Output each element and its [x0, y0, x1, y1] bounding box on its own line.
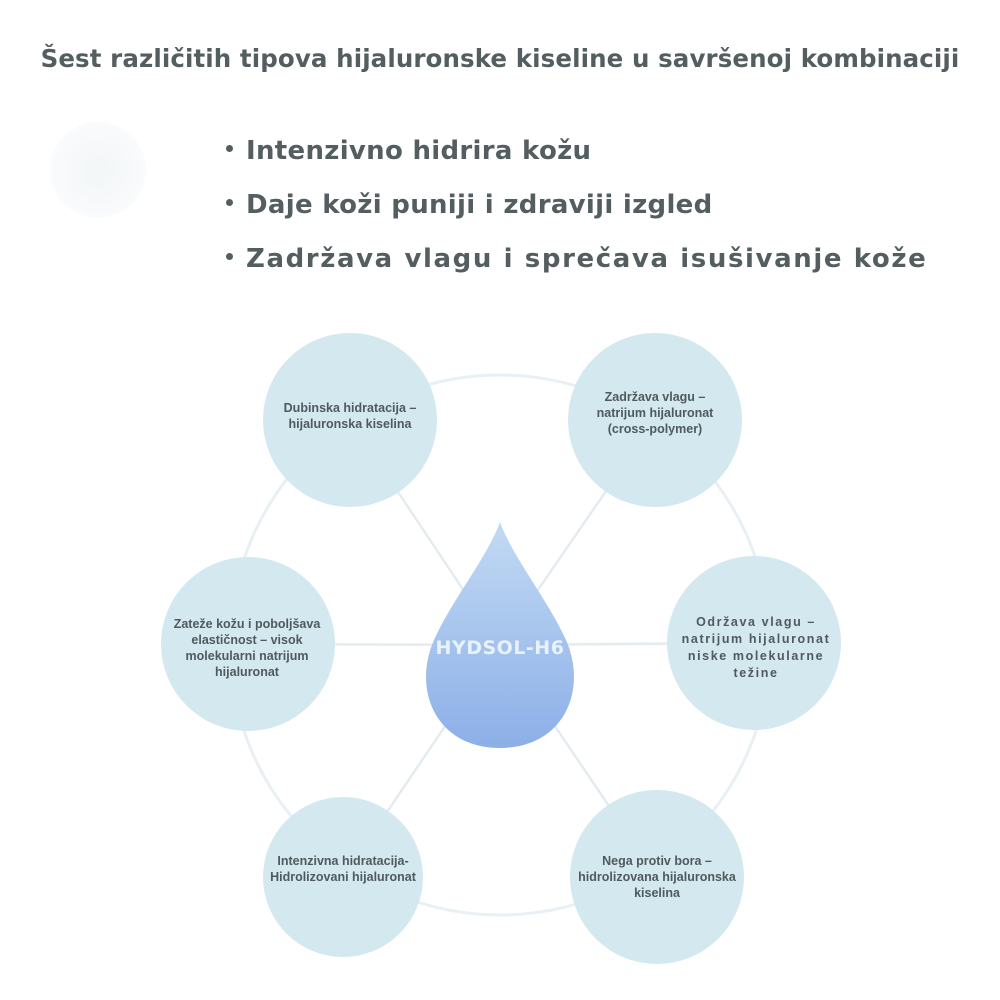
center-label: HYDSOL-H6: [435, 637, 565, 659]
benefit-text: Intenzivno hidrira kožu: [246, 136, 592, 166]
node-label-skin-firming: Zateže kožu i poboljšava elastičnost – visok molekularni natrijum hijaluronat: [173, 617, 321, 679]
benefit-text: Zadržava vlagu i sprečava isušivanje kože: [246, 244, 928, 274]
page-title: Šest različitih tipova hijaluronske kiseline u savršenoj kombinaciji: [40, 44, 960, 73]
node-label-intensive-hydration: Intenzivna hidratacija- Hidrolizovani hijaluronat: [270, 854, 416, 884]
node-label-moisture-retention: Zadržava vlagu – natrijum hijaluronat (cross-polymer): [596, 390, 714, 436]
benefit-text: Daje koži puniji i zdraviji izgled: [246, 190, 713, 220]
node-label-moisture-maintenance: Održava vlagu – natrijum hijaluronat niske molekularne težine: [681, 615, 831, 680]
node-label-anti-wrinkle: Nega protiv bora – hidrolizovana hijaluronska kiselina: [578, 854, 736, 900]
water-drop-icon: [426, 522, 574, 748]
node-label-deep-hydration: Dubinska hidratacija – hijaluronska kiselina: [283, 401, 417, 431]
